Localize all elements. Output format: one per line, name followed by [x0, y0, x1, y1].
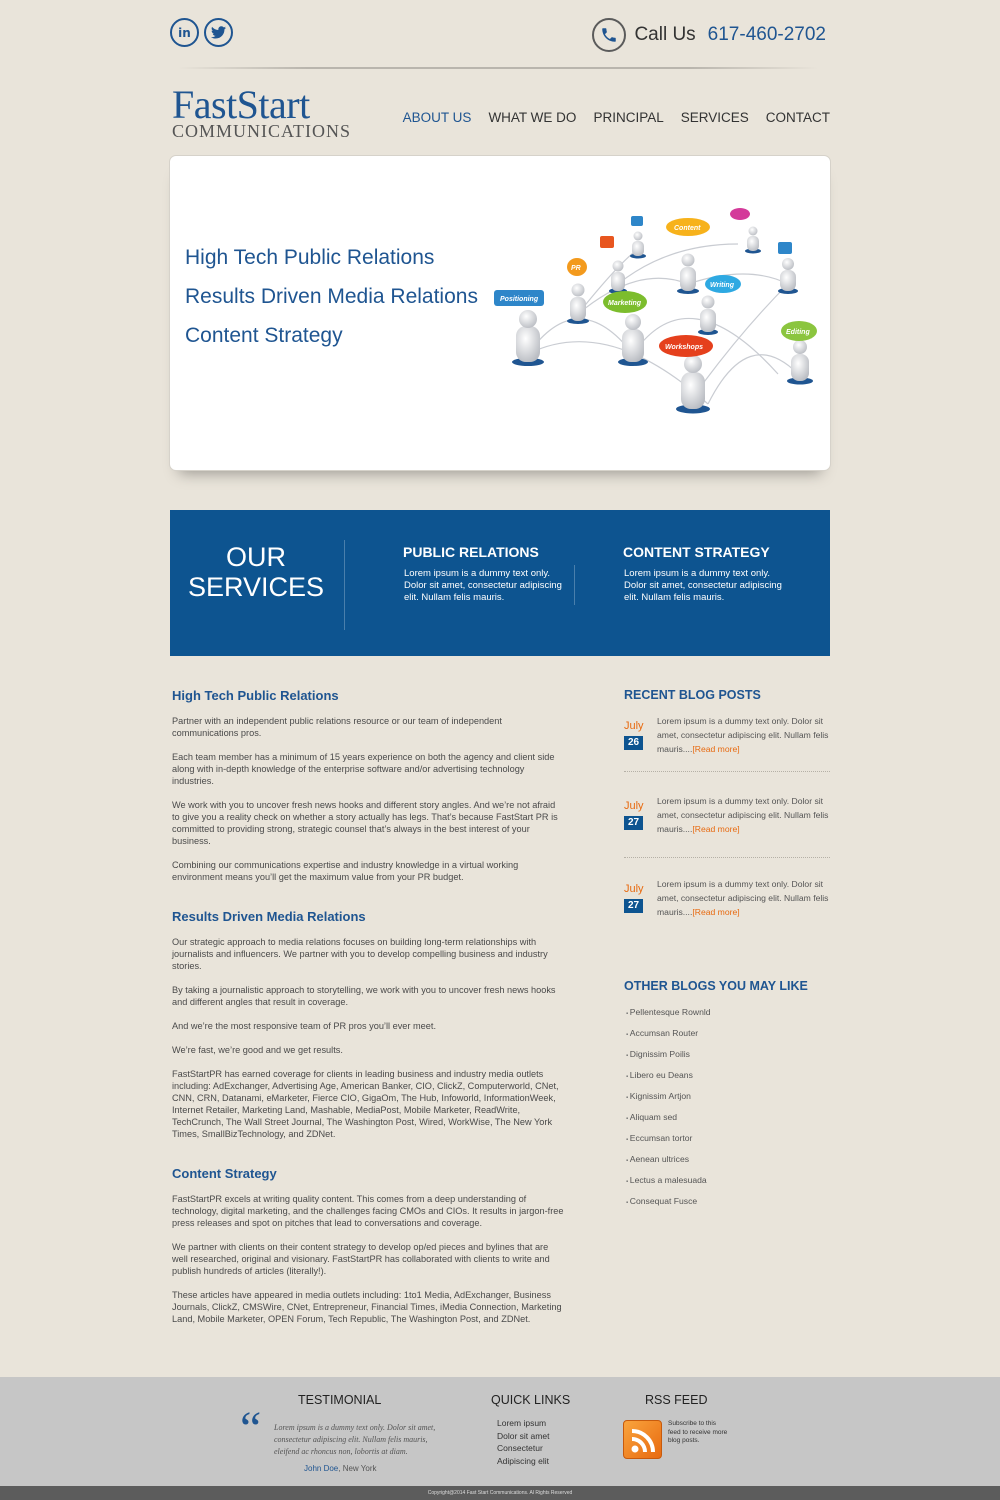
- services-divider: [574, 565, 575, 605]
- blog-post[interactable]: [624, 794, 830, 854]
- quick-link[interactable]: Lorem ipsum: [497, 1418, 547, 1428]
- section-heading: Content Strategy: [172, 1166, 277, 1181]
- blog-link[interactable]: ▪ Aenean ultrices: [626, 1153, 711, 1174]
- twitter-bird-icon: [211, 26, 226, 39]
- post-divider: [624, 857, 830, 858]
- testimonial-author: [304, 1464, 377, 1473]
- paragraph: Each team member has a minimum of 15 years experience on both the agency and client side along with in-depth knowledge of the enterprise software and/or advertising technology industries.: [172, 752, 555, 786]
- blog-post[interactable]: [624, 877, 830, 937]
- figure-group: [512, 227, 813, 414]
- post-day: 27: [624, 816, 643, 830]
- blog-link[interactable]: ▪ Pellentesque Rownld: [626, 1006, 711, 1027]
- blog-link[interactable]: ▪ Libero eu Deans: [626, 1069, 711, 1090]
- top-bar: [170, 18, 830, 54]
- twitter-icon[interactable]: [204, 18, 233, 47]
- read-more-link[interactable]: [Read more]: [692, 744, 740, 754]
- nav-contact[interactable]: CONTACT: [765, 110, 830, 125]
- copyright: Copyright@2014 Fast Start Communications. Al Rights Reserved: [0, 1486, 1000, 1500]
- post-excerpt: [657, 714, 831, 756]
- hero-taglines: [185, 238, 478, 355]
- service-text: Lorem ipsum is a dummy text only. Dolor sit amet, consectetur adipiscing elit. Nullam felis mauris.: [404, 568, 562, 603]
- recent-posts-heading: RECENT BLOG POSTS: [624, 688, 761, 702]
- nav-principal[interactable]: PRINCIPAL: [593, 110, 664, 125]
- phone-icon: [592, 18, 626, 52]
- bubble-workshops: Workshops: [665, 344, 703, 351]
- blog-link[interactable]: ▪ Dignissim Poilis: [626, 1048, 711, 1069]
- call-us-label: Call Us: [634, 24, 696, 45]
- read-more-link[interactable]: [Read more]: [692, 824, 740, 834]
- other-blogs-list: [626, 1006, 711, 1216]
- post-excerpt: [657, 877, 831, 919]
- hero-line-media: Results Driven Media Relations: [185, 285, 478, 308]
- testimonial-author-name[interactable]: John Doe: [304, 1464, 339, 1473]
- phone-number[interactable]: 617-460-2702: [707, 24, 826, 45]
- bubble-editing: Editing: [786, 329, 810, 336]
- service-heading: CONTENT STRATEGY: [623, 544, 770, 560]
- paragraph: These articles have appeared in media outlets including: 1to1 Media, AdExchanger, Business Journals, ClickZ, CMSWire, CNet, Entrepreneur, Financial Times, iMedia Connection, Marketing Land, Mobile Marketer, OPEN Forum, Tech Republic, The Washington Post, and ZDNet.: [172, 1290, 562, 1324]
- paragraph: We partner with clients on their content strategy to develop op/ed pieces and bylines that are well researched, original and visionary. FastStartPR has collaborated with clients to write and publish hundreds of articles (literally!).: [172, 1242, 550, 1276]
- post-month: July: [624, 800, 644, 812]
- linkedin-icon[interactable]: in: [170, 18, 199, 47]
- paragraph: Partner with an independent public relations resource or our team of independent communications pros.: [172, 716, 502, 738]
- post-month: July: [624, 883, 644, 895]
- quick-link[interactable]: Adipiscing elit: [497, 1455, 549, 1466]
- section-media-relations: [172, 909, 564, 1140]
- main-nav: [403, 110, 830, 125]
- bubble-writing: Writing: [710, 282, 734, 289]
- logo-sub-text: COMMUNICATIONS: [172, 121, 352, 141]
- quick-links-heading: QUICK LINKS: [491, 1393, 571, 1407]
- paragraph: FastStartPR excels at writing quality content. This comes from a deep understanding of technology, digital marketing, and the challenges facing CMOs and CIOs. It results in jargon-free press releases and spot on pitches that lead to conversations and coverage.: [172, 1194, 564, 1228]
- quote-icon: “: [240, 1402, 262, 1455]
- section-high-tech-pr: [172, 688, 564, 883]
- service-heading: PUBLIC RELATIONS: [403, 544, 539, 560]
- services-band: [170, 510, 830, 656]
- section-content-strategy: [172, 1166, 564, 1325]
- post-excerpt-text: Lorem ipsum is a dummy text only. Dolor sit amet, consectetur adipiscing elit. Nullam felis mauris....: [657, 796, 829, 834]
- paragraph: We work with you to uncover fresh news hooks and different story angles. And we’re not afraid to give you a reality check on whether a story actually has legs. That’s because FastStart PR is committed to providing strong, strategic counsel that’s always in the best interest of your business.: [172, 800, 558, 846]
- rss-heading: RSS FEED: [645, 1393, 708, 1407]
- other-blogs-heading: OTHER BLOGS YOU MAY LIKE: [624, 979, 808, 993]
- bubble-marketing: Marketing: [608, 300, 642, 307]
- sidebar: [624, 688, 830, 1206]
- post-excerpt: [657, 794, 831, 836]
- testimonial-text: Lorem ipsum is a dummy text only. Dolor sit amet, consectetur adipiscing elit. Nullam felis mauris, eleifend ac rhoncus non, lobortis at diam.: [274, 1423, 436, 1456]
- services-title: [170, 542, 342, 602]
- service-content-strategy[interactable]: [623, 544, 793, 604]
- paragraph: We’re fast, we’re good and we get results.: [172, 1045, 343, 1055]
- blog-link[interactable]: ▪ Lectus a malesuada: [626, 1174, 711, 1195]
- footer: [0, 1377, 1000, 1486]
- services-divider: [344, 540, 345, 630]
- nav-services[interactable]: SERVICES: [680, 110, 749, 125]
- blog-link[interactable]: ▪ Accumsan Router: [626, 1027, 711, 1048]
- bubble-positioning: Positioning: [500, 296, 539, 303]
- blog-post[interactable]: [624, 714, 830, 774]
- nav-about-us[interactable]: ABOUT US: [402, 110, 472, 125]
- services-title-line2: SERVICES: [187, 572, 325, 602]
- rss-description: Subscribe to this feed to receive more blog posts.: [668, 1420, 728, 1444]
- post-divider: [624, 771, 830, 772]
- blog-link[interactable]: ▪ Eccumsan tortor: [626, 1132, 711, 1153]
- quick-link[interactable]: Consectetur: [497, 1443, 543, 1453]
- section-heading: Results Driven Media Relations: [172, 909, 366, 924]
- testimonial-heading: TESTIMONIAL: [298, 1393, 382, 1407]
- hero-line-content: Content Strategy: [185, 324, 343, 347]
- post-day: 26: [624, 736, 643, 750]
- service-text: Lorem ipsum is a dummy text only. Dolor sit amet, consectetur adipiscing elit. Nullam felis mauris.: [624, 568, 782, 603]
- hero-banner: [169, 155, 831, 471]
- blog-link[interactable]: ▪ Aliquam sed: [626, 1111, 711, 1132]
- paragraph: By taking a journalistic approach to storytelling, we work with you to uncover fresh news hooks and different angles that result in coverage.: [172, 985, 556, 1007]
- header-divider: [178, 67, 818, 69]
- rss-icon[interactable]: [623, 1420, 662, 1459]
- rss-symbol-icon: [624, 1421, 663, 1460]
- testimonial-author-location: , New York: [338, 1464, 377, 1473]
- social-links: [170, 18, 233, 47]
- nav-what-we-do[interactable]: WHAT WE DO: [488, 110, 577, 125]
- blog-link[interactable]: ▪ Consequat Fusce: [626, 1195, 711, 1216]
- post-month: July: [624, 720, 644, 732]
- post-excerpt-text: Lorem ipsum is a dummy text only. Dolor sit amet, consectetur adipiscing elit. Nullam felis mauris....: [657, 879, 829, 917]
- bubble-content: Content: [674, 225, 701, 232]
- paragraph: FastStartPR has earned coverage for clients in leading business and industry media outlets including: AdExchanger, Advertising Age, American Banker, CIO, ClickZ, Computerworld, CNet, CNN, CRN, Datanami, eMarketer, Fierce CIO, GigaOm, The Hub, Infoworld, InformationWeek, Internet Retailer, Marketing Land, Mashable, MediaPost, Mobile Marketer, ReadWrite, TechCrunch, The Wall Street Journal, The Washington Post, Wired, WorkWise, The New York Times, SmallBizTechnology, and ZDNet.: [172, 1069, 559, 1139]
- paragraph: And we’re the most responsive team of PR pros you’ll ever meet.: [172, 1021, 437, 1031]
- quick-links-list: [497, 1417, 549, 1467]
- main-content: [172, 688, 564, 1337]
- call-us: [592, 18, 826, 52]
- paragraph: Our strategic approach to media relations focuses on building long-term relationships with journalists and influencers. We partner with you to develop compelling business and industry stories.: [172, 937, 548, 971]
- services-title-line1: OUR: [226, 542, 286, 572]
- network-illustration: [488, 204, 828, 424]
- post-day: 27: [624, 899, 643, 913]
- bubble-pr: PR: [571, 265, 581, 272]
- service-public-relations[interactable]: [403, 544, 573, 604]
- quick-link[interactable]: Dolor sit amet: [497, 1430, 550, 1441]
- phone-handset-icon: [600, 26, 618, 44]
- post-excerpt-text: Lorem ipsum is a dummy text only. Dolor sit amet, consectetur adipiscing elit. Nullam felis mauris....: [657, 716, 829, 754]
- blog-link[interactable]: ▪ Kignissim Artjon: [626, 1090, 711, 1111]
- logo-main-text: FastStart: [172, 82, 310, 127]
- read-more-link[interactable]: [Read more]: [692, 907, 740, 917]
- section-heading: High Tech Public Relations: [172, 688, 339, 703]
- logo[interactable]: [172, 82, 352, 141]
- hero-line-pr: High Tech Public Relations: [185, 246, 435, 269]
- paragraph: Combining our communications expertise and industry knowledge in a virtual working environment means you’ll get the maximum value from your PR budget.: [172, 860, 519, 882]
